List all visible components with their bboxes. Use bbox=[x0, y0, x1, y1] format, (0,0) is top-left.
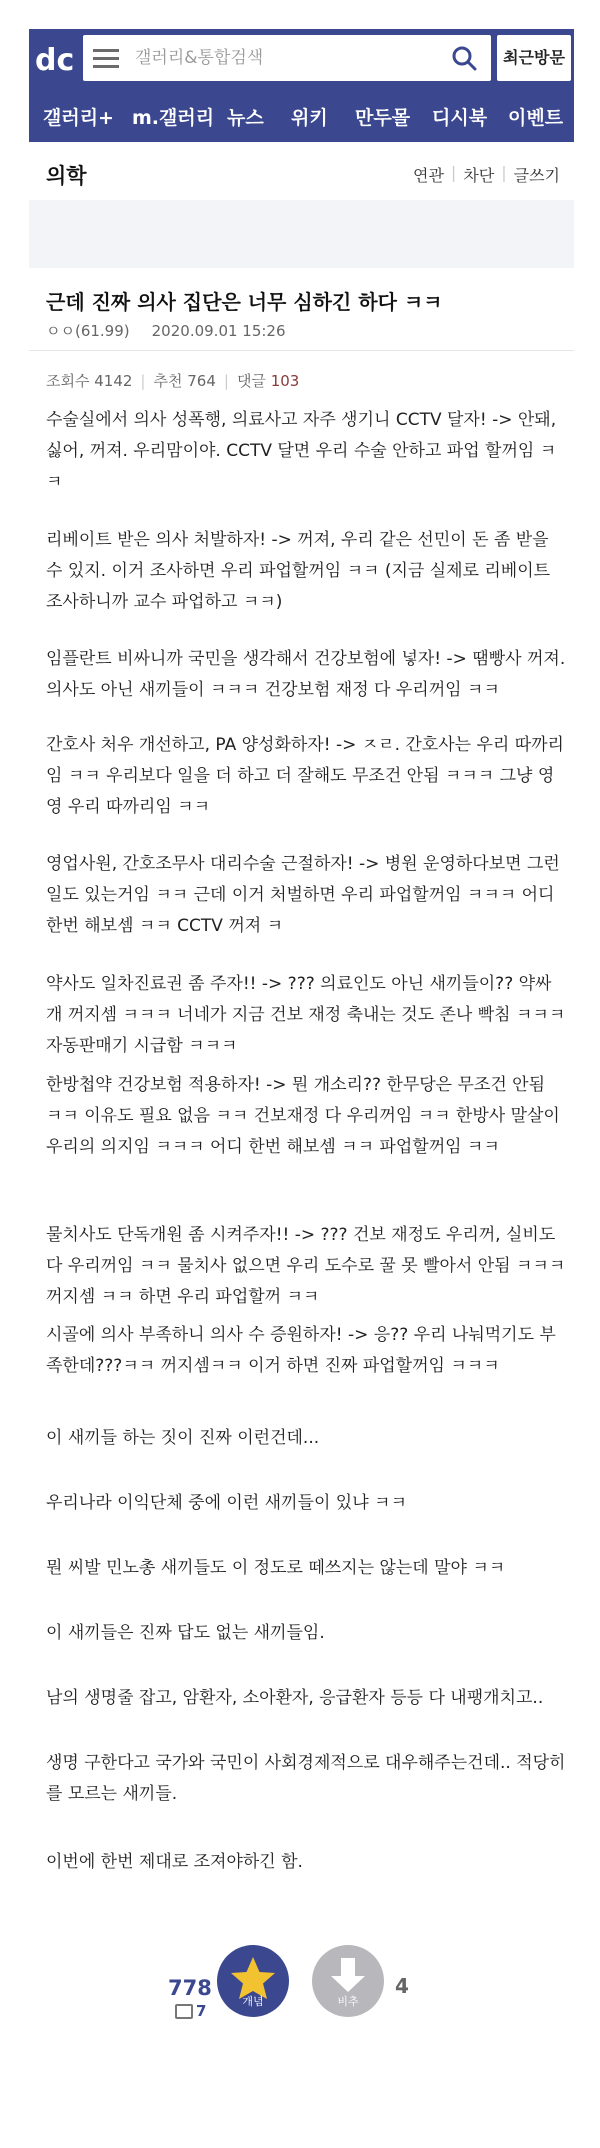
post-paragraph: 이번에 한번 제대로 조져야하긴 함. bbox=[46, 1852, 303, 1872]
search-input[interactable]: 갤러리&통합검색 bbox=[135, 48, 264, 68]
post-paragraph: 영업사원, 간호조무사 대리수술 근절하자! -> 병원 운영하다보면 그런 일도 있는거임 ㅋㅋ 근데 이거 처벌하면 우리 파업할꺼임 ㅋㅋㅋ 어디 한번 해보셈 ㅋㅋ CCTV 꺼져 ㅋ bbox=[46, 854, 560, 936]
post-paragraph: 생명 구한다고 국가와 국민이 사회경제적으로 대우해주는건데.. 적당히를 모르는 새끼들. bbox=[46, 1753, 566, 1804]
write-link[interactable]: 글쓰기 bbox=[513, 166, 560, 185]
downvote-count: 4 bbox=[395, 1974, 409, 1998]
view-count: 조회수 4142 bbox=[46, 372, 133, 390]
post-meta bbox=[46, 320, 286, 341]
recent-visits-button[interactable]: 최근방문 bbox=[497, 35, 571, 81]
search-icon[interactable] bbox=[451, 45, 477, 71]
post-paragraph: 남의 생명줄 잡고, 암환자, 소아환자, 응급환자 등등 다 내팽개치고.. bbox=[46, 1688, 544, 1708]
upvote-label: 개념 bbox=[242, 1995, 264, 2008]
post-paragraph: 이 새끼들 하는 짓이 진짜 이런건데... bbox=[46, 1428, 320, 1448]
fixed-upvote-count: 7 bbox=[175, 2002, 206, 2020]
board-links bbox=[413, 163, 560, 186]
ad-banner bbox=[29, 200, 574, 268]
post-paragraph: 간호사 처우 개선하고, PA 양성화하자! -> ㅈㄹ. 간호사는 우리 따까리임 ㅋㅋ 우리보다 일을 더 하고 더 잘해도 무조건 안됨 ㅋㅋㅋ 그냥 영영 우리 따까리임 ㅋㅋ bbox=[46, 735, 564, 817]
post-stats: 조회수 4142 | 추천 764 | 댓글 103 bbox=[46, 372, 300, 390]
nav-news[interactable]: 뉴스 bbox=[227, 107, 264, 129]
comment-count[interactable]: 댓글 103 bbox=[236, 372, 300, 390]
recommend-count: 추천 764 bbox=[153, 372, 216, 390]
post-paragraph: 약사도 일차진료권 좀 주자!! -> ??? 의료인도 아닌 새끼들이?? 약싸개 꺼지셈 ㅋㅋㅋ 너네가 지금 건보 재정 축내는 것도 존나 빡침 ㅋㅋㅋ 자동판매기 시급함 ㅋㅋㅋ bbox=[46, 974, 566, 1056]
post-paragraph: 임플란트 비싸니까 국민을 생각해서 건강보험에 넣자! -> 땜빵사 꺼져. 의사도 아닌 새끼들이 ㅋㅋㅋ 건강보험 재정 다 우리꺼임 ㅋㅋ bbox=[46, 649, 566, 700]
block-link[interactable]: 차단 bbox=[463, 166, 495, 185]
post-author[interactable]: ㅇㅇ(61.99) bbox=[46, 322, 130, 340]
separator: | bbox=[501, 163, 507, 182]
nav-dc-book[interactable]: 디시북 bbox=[432, 107, 488, 129]
downvote-button[interactable] bbox=[312, 1945, 384, 2017]
separator: | bbox=[450, 163, 457, 182]
comment-icon bbox=[175, 2004, 193, 2019]
board-title[interactable]: 의학 bbox=[46, 164, 87, 188]
nav-gallery-plus[interactable]: 갤러리+ bbox=[43, 107, 114, 129]
downvote-label: 비추 bbox=[337, 1995, 359, 2008]
nav-mandu-mall[interactable]: 만두몰 bbox=[355, 107, 411, 129]
upvote-count: 778 bbox=[168, 1976, 212, 2000]
menu-icon[interactable] bbox=[93, 49, 119, 69]
nav-event[interactable]: 이벤트 bbox=[508, 107, 564, 129]
post-paragraph: 물치사도 단독개원 좀 시켜주자!! -> ??? 건보 재정도 우리꺼, 실비도 다 우리꺼임 ㅋㅋ 물치사 없으면 우리 도수로 꿀 못 빨아서 안됨 ㅋㅋㅋ 꺼지셈 ㅋㅋ 하면 우리 파업할꺼 ㅋㅋ bbox=[46, 1225, 566, 1307]
site-header bbox=[29, 29, 574, 142]
dc-logo-icon[interactable] bbox=[31, 36, 81, 80]
post-paragraph: 리베이트 받은 의사 처발하자! -> 꺼져, 우리 같은 선민이 돈 좀 받을 수 있지. 이거 조사하면 우리 파업할꺼임 ㅋㅋ (지금 실제로 리베이트 조사하니까 교수 파업하고 ㅋㅋ) bbox=[46, 530, 551, 612]
search-box[interactable] bbox=[83, 35, 491, 81]
board-header bbox=[29, 146, 574, 201]
divider bbox=[29, 350, 574, 351]
post-title: 근데 진짜 의사 집단은 너무 심하긴 하다 ㅋㅋ bbox=[46, 290, 443, 314]
post-date: 2020.09.01 15:26 bbox=[151, 322, 286, 340]
nav-wiki[interactable]: 위키 bbox=[291, 107, 328, 129]
related-link[interactable]: 연관 bbox=[413, 166, 444, 185]
svg-text:dc: dc bbox=[35, 43, 75, 78]
main-nav bbox=[29, 89, 574, 142]
post-paragraph: 수술실에서 의사 성폭행, 의료사고 자주 생기니 CCTV 달자! -> 안돼, 싫어, 꺼져. 우리맘이야. CCTV 달면 우리 수술 안하고 파업 할꺼임 ㅋㅋ bbox=[46, 410, 557, 492]
post-paragraph: 한방첩약 건강보험 적용하자! -> 뭔 개소리?? 한무당은 무조건 안됨 ㅋㅋ 이유도 필요 없음 ㅋㅋ 건보재정 다 우리꺼임 ㅋㅋ 한방사 말살이 우리의 의지임 ㅋㅋㅋ 어디 한번 해보셈 ㅋㅋ 파업할꺼임 ㅋㅋ bbox=[46, 1075, 560, 1157]
post-paragraph: 우리나라 이익단체 중에 이런 새끼들이 있냐 ㅋㅋ bbox=[46, 1493, 407, 1513]
nav-m-gallery[interactable]: m.갤러리 bbox=[132, 107, 215, 129]
post-paragraph: 뭔 씨발 민노총 새끼들도 이 정도로 떼쓰지는 않는데 말야 ㅋㅋ bbox=[46, 1558, 506, 1578]
upvote-button[interactable] bbox=[217, 1945, 289, 2017]
post-paragraph: 시골에 의사 부족하니 의사 수 증원하자! -> 응?? 우리 나눠먹기도 부족한데???ㅋㅋ 꺼지셈ㅋㅋ 이거 하면 진짜 파업할꺼임 ㅋㅋㅋ bbox=[46, 1325, 556, 1376]
post-paragraph: 이 새끼들은 진짜 답도 없는 새끼들임. bbox=[46, 1623, 325, 1643]
